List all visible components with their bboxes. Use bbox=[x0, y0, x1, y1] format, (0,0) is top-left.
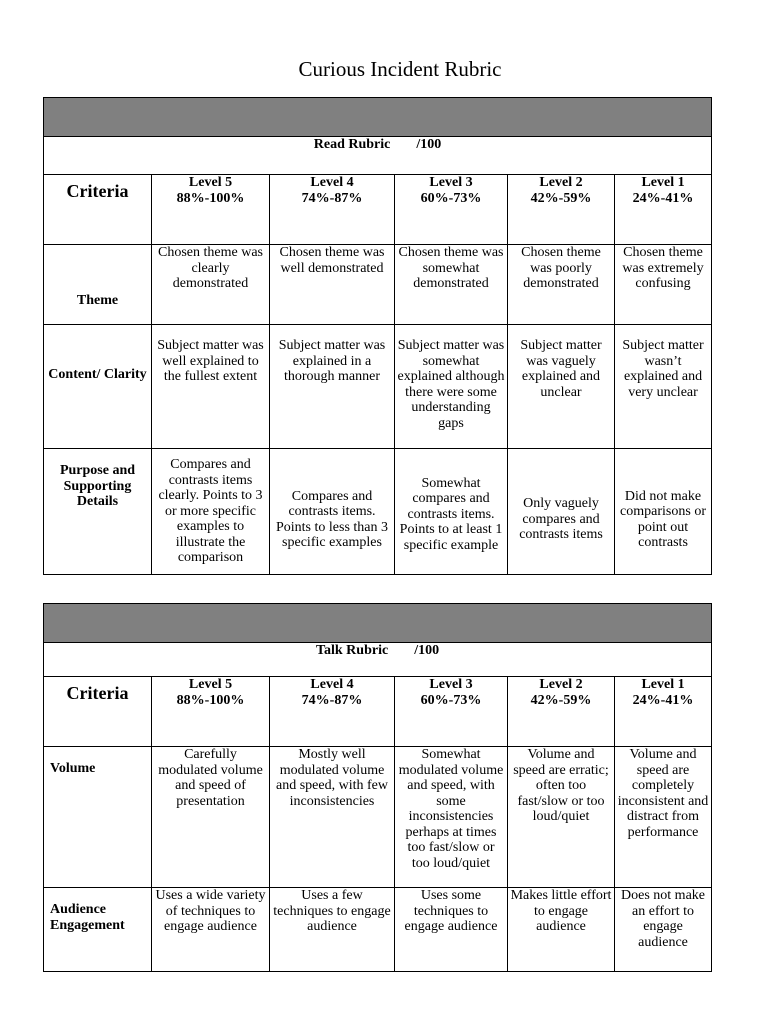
criterion-label: Theme bbox=[44, 245, 152, 325]
rubric-cell: Subject matter was explained in a thorough manner bbox=[270, 325, 395, 449]
rubric-cell: Somewhat modulated volume and speed, with some inconsistencies perhaps at times too fast/slow or too loud/quiet bbox=[395, 747, 508, 888]
level-header: Level 2 42%-59% bbox=[508, 677, 615, 747]
rubric-cell: Mostly well modulated volume and speed, with few inconsistencies bbox=[270, 747, 395, 888]
rubric-cell: Chosen theme was poorly demonstrated bbox=[508, 245, 615, 325]
header-band bbox=[44, 604, 712, 643]
level-header: Level 1 24%-41% bbox=[615, 175, 712, 245]
header-band bbox=[44, 98, 712, 137]
rubric-cell: Compares and contrasts items clearly. Points to 3 or more specific examples to illustrate the comparison bbox=[152, 449, 270, 575]
rubric-cell: Uses some techniques to engage audience bbox=[395, 888, 508, 972]
talk-rubric-table bbox=[43, 603, 712, 972]
rubric-cell: Did not make comparisons or point out contrasts bbox=[615, 449, 712, 575]
rubric-cell: Chosen theme was well demonstrated bbox=[270, 245, 395, 325]
rubric-row-purpose bbox=[44, 449, 712, 575]
level-header: Level 5 88%-100% bbox=[152, 677, 270, 747]
rubric-cell: Chosen theme was clearly demonstrated bbox=[152, 245, 270, 325]
rubric-cell: Uses a wide variety of techniques to engage audience bbox=[152, 888, 270, 972]
criterion-label: Content/ Clarity bbox=[44, 325, 152, 449]
rubric-title-row bbox=[44, 643, 712, 677]
criteria-header: Criteria bbox=[44, 175, 152, 245]
rubric-cell: Subject matter was somewhat explained although there were some understanding gaps bbox=[395, 325, 508, 449]
level-header: Level 1 24%-41% bbox=[615, 677, 712, 747]
rubric-row-audience-engagement bbox=[44, 888, 712, 972]
rubric-cell: Volume and speed are erratic; often too fast/slow or too loud/quiet bbox=[508, 747, 615, 888]
level-header-row bbox=[44, 175, 712, 245]
rubric-title: Talk Rubric bbox=[315, 643, 389, 658]
rubric-cell: Volume and speed are completely inconsistent and distract from performance bbox=[615, 747, 712, 888]
rubric-cell: Subject matter was well explained to the fullest extent bbox=[152, 325, 270, 449]
level-header: Level 3 60%-73% bbox=[395, 175, 508, 245]
level-header: Level 4 74%-87% bbox=[270, 677, 395, 747]
document-title: Curious Incident Rubric bbox=[298, 57, 502, 81]
level-header: Level 4 74%-87% bbox=[270, 175, 395, 245]
rubric-cell: Compares and contrasts items. Points to less than 3 specific examples bbox=[270, 449, 395, 575]
rubric-cell: Chosen theme was somewhat demonstrated bbox=[395, 245, 508, 325]
level-header: Level 5 88%-100% bbox=[152, 175, 270, 245]
rubric-cell: Uses a few techniques to engage audience bbox=[270, 888, 395, 972]
criterion-label: Volume bbox=[44, 747, 152, 888]
rubric-score: /100 bbox=[416, 137, 442, 152]
criterion-label: Audience Engagement bbox=[44, 888, 152, 972]
level-header: Level 3 60%-73% bbox=[395, 677, 508, 747]
rubric-row-volume bbox=[44, 747, 712, 888]
rubric-cell: Subject matter wasn’t explained and very unclear bbox=[615, 325, 712, 449]
level-header: Level 2 42%-59% bbox=[508, 175, 615, 245]
rubric-cell: Carefully modulated volume and speed of presentation bbox=[152, 747, 270, 888]
rubric-title-row bbox=[44, 137, 712, 175]
rubric-row-content-clarity bbox=[44, 325, 712, 449]
read-rubric-table bbox=[43, 97, 712, 575]
level-header-row bbox=[44, 677, 712, 747]
rubric-cell: Makes little effort to engage audience bbox=[508, 888, 615, 972]
rubric-cell: Does not make an effort to engage audience bbox=[615, 888, 712, 972]
criteria-header: Criteria bbox=[44, 677, 152, 747]
rubric-title: Read Rubric bbox=[313, 137, 391, 152]
rubric-row-theme bbox=[44, 245, 712, 325]
rubric-score: /100 bbox=[414, 643, 440, 658]
rubric-cell: Subject matter was vaguely explained and unclear bbox=[508, 325, 615, 449]
rubric-cell: Only vaguely compares and contrasts items bbox=[508, 449, 615, 575]
rubric-cell: Chosen theme was extremely confusing bbox=[615, 245, 712, 325]
rubric-cell: Somewhat compares and contrasts items. Points to at least 1 specific example bbox=[395, 449, 508, 575]
criterion-label: Purpose and Supporting Details bbox=[44, 449, 152, 575]
